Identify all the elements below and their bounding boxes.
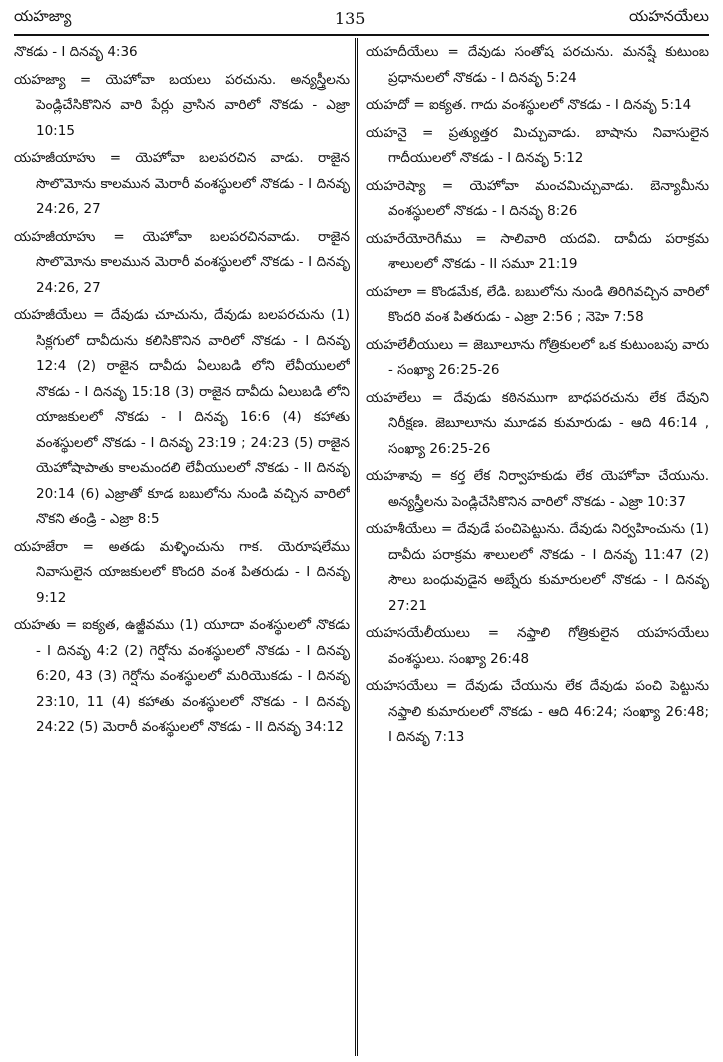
dictionary-entry: యహజీయాహు = యెహోవా బలపరచినవాడు. రాజైన సొలొమోను కాలమున మెరారీ వంశస్థులలో నొకడు - I దినవృ 24:26, 27 (14, 228, 350, 296)
dictionary-entry: యహశావు = కర్త లేక నిర్వాహకుడు లేక యెహోవా చేయును. అన్యస్త్రీలను పెండ్లిచేసికొనిన వారిలో నొకడు - ఎజ్రా 10:37 (366, 468, 709, 510)
dictionary-entry: యహనై = ప్రత్యుత్తర మిచ్చువాడు. బాషాను నివాసులైన గాదీయులలో నొకడు - I దినవృ 5:12 (366, 124, 709, 166)
dictionary-entry: యహజేరా = అతడు మళ్ళించును గాక. యెరూషలేము నివాసులైన యాజకులలో కొందరి వంశ పితరుడు - I దినవృ 9:12 (14, 538, 350, 606)
dictionary-entry: యహదో = ఐక్యత. గాదు వంశస్థులలో నొకడు - I దినవృ 5:14 (366, 97, 692, 113)
dictionary-entry: యహలేలు = దేవుడు కఠినముగా బాధపరచును లేక దేవుని నిరీక్షణ. జెబూలూను మూడవ కుమారుడు - ఆది 46:14 , సంఖ్యా 26:25-26 (366, 389, 709, 457)
header-left-guide-word: యహజ్యా (14, 7, 72, 25)
dictionary-entry: యహశీయేలు = దేవుడే పంచిపెట్టును. దేవుడు నిర్వహించును (1) దావీదు పరాక్రమ శాలులలో నొకడు - I దినవృ 11:47 (2) సౌలు బంధువుడైన అబ్నేరు కుమారులలో నొకడు - I దినవృ 27:21 (366, 521, 709, 614)
dictionary-entry: యహలేలీయులు = జెబూలూను గోత్రికులలో ఒక కుటుంబపు వారు - సంఖ్యా 26:25-26 (366, 336, 709, 378)
left-column (14, 40, 350, 1056)
dictionary-entry: యహతు = ఐక్యత, ఉజ్జీవము (1) యూదా వంశస్థులలో నొకడు - I దినవృ 4:2 (2) గెర్షోను వంశస్థులలో నొకడు - I దినవృ 6:20, 43 (3) గెర్షోను వంశస్థులలో మరియొకడు - I దినవృ 23:10, 11 (4) కహాతు వంశస్థులలో నొకడు - I దినవృ 24:22 (5) మెరారీ వంశస్థులలో నొకడు - II దినవృ 34:12 (14, 617, 350, 735)
dictionary-entry: యహదీయేలు = దేవుడు సంతోష పరచును. మనష్షే కుటుంబ ప్రధానులలో నొకడు - I దినవృ 5:24 (366, 44, 709, 86)
dictionary-entry: యహరేయోరెగీము = సాలివారి యదవి. దావీదు పరాక్రమ శాలులలో నొకడు - II సమూ 21:19 (366, 230, 709, 272)
dictionary-entry: యహసయేలు = దేవుడు చేయును లేక దేవుడు పంచి పెట్టును నఫ్తాలి కుమారులలో నొకడు - ఆది 46:24; సంఖ్యా 26:48; I దినవృ 7:13 (366, 678, 709, 745)
header-right-guide-word: యహనయేలు (629, 7, 709, 25)
page-header (14, 4, 709, 32)
dictionary-entry: యహజీయాహు = యెహోవా బలపరచిన వాడు. రాజైన సొలొమోను కాలమున మెరారీ వంశస్థులలో నొకడు - I దినవృ 24:26, 27 (14, 150, 350, 217)
header-rule (14, 34, 709, 36)
dictionary-entry: యహరెష్యా = యెహోవా మంచమిచ్చువాడు. బెన్యామీను వంశస్థులలో నొకడు - I దినవృ 8:26 (366, 177, 709, 219)
page-number: 135 (334, 8, 366, 28)
right-column (366, 40, 709, 1056)
dictionary-entry: నొకడు - I దినవృ 4:36 (14, 44, 138, 60)
column-divider (355, 38, 358, 1056)
dictionary-entry: యహజీయేలు = దేవుడు చూచును, దేవుడు బలపరచును (1) సిక్లగులో దావీదును కలిసికొనిన వారిలో నొకడు - I దినవృ 12:4 (2) రాజైన దావీదు ఏలుబడి లోని లేవీయులలో నొకడు - I దినవృ 15:18 (3) రాజైన దావీదు ఏలుబడి లోని యాజకులలో నొకడు - I దినవృ 16:6 (4) కహాతు వంశస్థులలో నొకడు - I దినవృ 23:19 ; 24:23 (5) రాజైన యెహోషాపాతు కాలమందలి లేవీయులలో నొకడు - II దినవృ 20:14 (6) ఎజ్రాతో కూడ బబులోను నుండి వచ్చిన వారిలో నొకని తండ్రి - ఎజ్రా 8:5 (14, 307, 350, 527)
dictionary-entry: యహలా = కొండమేక, లేడి. బబులోను నుండి తిరిగివచ్చిన వారిలో కొందరి వంశ పితరుడు - ఎజ్రా 2:56 ; నెహె 7:58 (366, 283, 709, 325)
dictionary-entry: యహసయేలీయులు = నఫ్తాలి గోత్రికులైన యహసయేలు వంశస్థులు. సంఖ్యా 26:48 (366, 625, 709, 667)
dictionary-entry: యహజ్యా = యెహోవా బయలు పరచును. అన్యస్త్రీలను పెండ్లిచేసికొనిన వారి పేర్లు వ్రాసిన వారిలో నొకడు - ఎజ్రా 10:15 (14, 71, 350, 139)
